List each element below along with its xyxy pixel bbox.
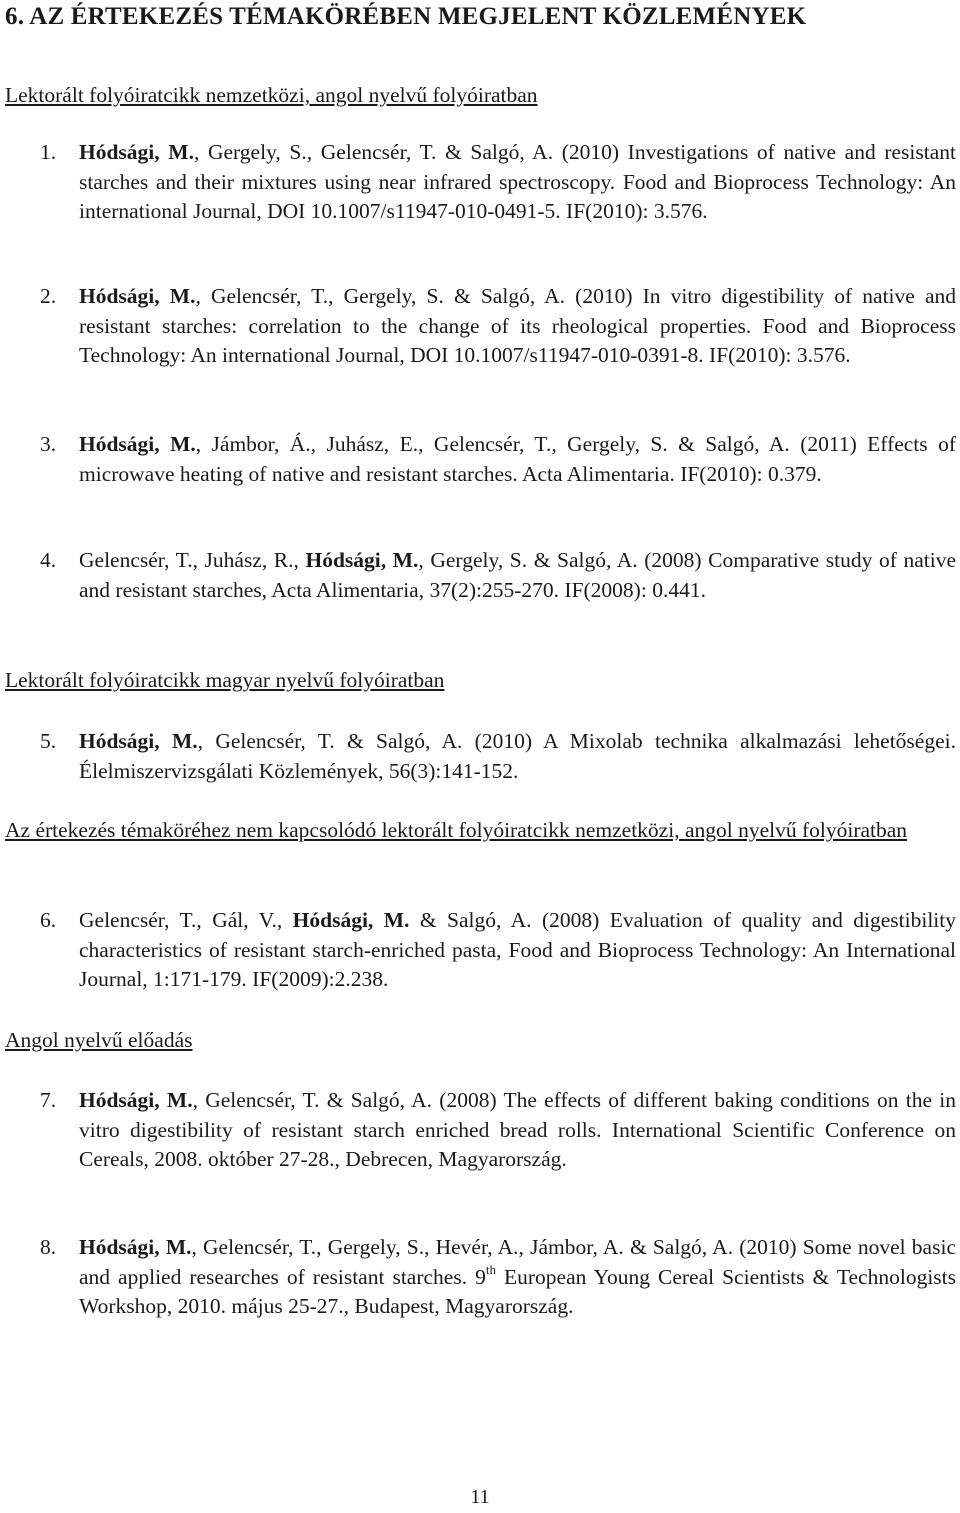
citation-text: , Gelencsér, T. & Salgó, A. (2010) A Mixolab technika alkalmazási lehetőségei. Élelmiszervizsgálati Közlemények, 56(3):141-152. bbox=[79, 729, 956, 783]
section-heading-international-journals: Lektorált folyóiratcikk nemzetközi, angol nyelvű folyóiratban bbox=[5, 83, 538, 107]
section-heading-english-presentations: Angol nyelvű előadás bbox=[5, 1028, 193, 1052]
entry-citation bbox=[79, 546, 956, 605]
entry-number: 6. bbox=[40, 908, 57, 932]
publication-entry-5 bbox=[40, 727, 956, 786]
citation-superscript: th bbox=[485, 1262, 496, 1278]
citation-highlighted-author: Hódsági, M. bbox=[305, 548, 419, 572]
citation-text: , Jámbor, Á., Juhász, E., Gelencsér, T., Gergely, S. & Salgó, A. (2011) Effects of microwave heating of native and resistant starches. Acta Alimentaria. IF(2010): 0.379. bbox=[79, 432, 956, 486]
citation-coauthors-before: Gelencsér, T., Gál, V., bbox=[79, 908, 293, 932]
entry-citation bbox=[79, 430, 956, 489]
entry-number: 4. bbox=[40, 548, 57, 572]
citation-coauthors-before: Gelencsér, T., Juhász, R., bbox=[79, 548, 306, 572]
citation-highlighted-author: Hódsági, M. bbox=[79, 140, 194, 164]
section-heading-unrelated-journals: Az értekezés témaköréhez nem kapcsolódó lektorált folyóiratcikk nemzetközi, angol nyelvű folyóiratban bbox=[5, 818, 908, 842]
entry-citation bbox=[79, 1233, 956, 1322]
citation-text-continued: European Young Cereal Scientists & Technologists Workshop, 2010. május 25-27., Budapest, Magyarország. bbox=[79, 1264, 956, 1318]
citation-highlighted-author: Hódsági, M. bbox=[79, 1235, 192, 1259]
entry-citation bbox=[79, 727, 956, 786]
entry-number: 1. bbox=[40, 140, 57, 164]
publication-entry-6 bbox=[40, 906, 956, 995]
chapter-heading: 6. AZ ÉRTEKEZÉS TÉMAKÖRÉBEN MEGJELENT KÖZLEMÉNYEK bbox=[5, 3, 807, 30]
publication-entry-7 bbox=[40, 1086, 956, 1175]
citation-highlighted-author: Hódsági, M. bbox=[79, 432, 196, 456]
citation-text: , Gelencsér, T., Gergely, S. & Salgó, A. (2010) In vitro digestibility of native and resistant starches: correlation to the change of its rheological properties. Food and Bioprocess Technology: An international Journal, DOI 10.1007/s11947-010-0391-8. IF(2010): 3.576. bbox=[79, 284, 956, 367]
citation-highlighted-author: Hódsági, M. bbox=[79, 1088, 193, 1112]
entry-citation bbox=[79, 138, 956, 227]
entry-citation bbox=[79, 282, 956, 371]
citation-highlighted-author: Hódsági, M. bbox=[79, 284, 196, 308]
page-number: 11 bbox=[470, 1486, 490, 1508]
entry-citation bbox=[79, 906, 956, 995]
entry-citation bbox=[79, 1086, 956, 1175]
entry-number: 5. bbox=[40, 729, 57, 753]
publication-entry-2 bbox=[40, 282, 956, 371]
entry-number: 7. bbox=[40, 1088, 57, 1112]
publication-entry-1 bbox=[40, 138, 956, 227]
citation-highlighted-author: Hódsági, M. bbox=[292, 908, 410, 932]
entry-number: 3. bbox=[40, 432, 57, 456]
citation-text: , Gelencsér, T. & Salgó, A. (2008) The effects of different baking conditions on the in vitro digestibility of resistant starch enriched bread rolls. International Scientific Conference on Cereals, 2008. október 27-28., Debrecen, Magyarország. bbox=[79, 1088, 956, 1171]
citation-text: , Gergely, S. & Salgó, A. (2008) Comparative study of native and resistant starches, Acta Alimentaria, 37(2):255-270. IF(2008): 0.441. bbox=[79, 548, 956, 602]
publication-entry-8 bbox=[40, 1233, 956, 1322]
citation-text: & Salgó, A. (2008) Evaluation of quality and digestibility characteristics of resistant starch-enriched pasta, Food and Bioprocess Technology: An International Journal, 1:171-179. IF(2009):2.238. bbox=[79, 908, 956, 991]
publication-entry-3 bbox=[40, 430, 956, 489]
entry-number: 2. bbox=[40, 284, 57, 308]
citation-text: , Gergely, S., Gelencsér, T. & Salgó, A. (2010) Investigations of native and resistant starches and their mixtures using near infrared spectroscopy. Food and Bioprocess Technology: An international Journal, DOI 10.1007/s11947-010-0491-5. IF(2010): 3.576. bbox=[79, 140, 956, 223]
publication-entry-4 bbox=[40, 546, 956, 605]
citation-text: , Gelencsér, T., Gergely, S., Hevér, A., Jámbor, A. & Salgó, A. (2010) Some novel basic and applied researches of resistant starches. 9 bbox=[79, 1235, 956, 1289]
entry-number: 8. bbox=[40, 1235, 57, 1259]
citation-highlighted-author: Hódsági, M. bbox=[79, 729, 198, 753]
section-heading-hungarian-journals: Lektorált folyóiratcikk magyar nyelvű folyóiratban bbox=[5, 668, 445, 692]
